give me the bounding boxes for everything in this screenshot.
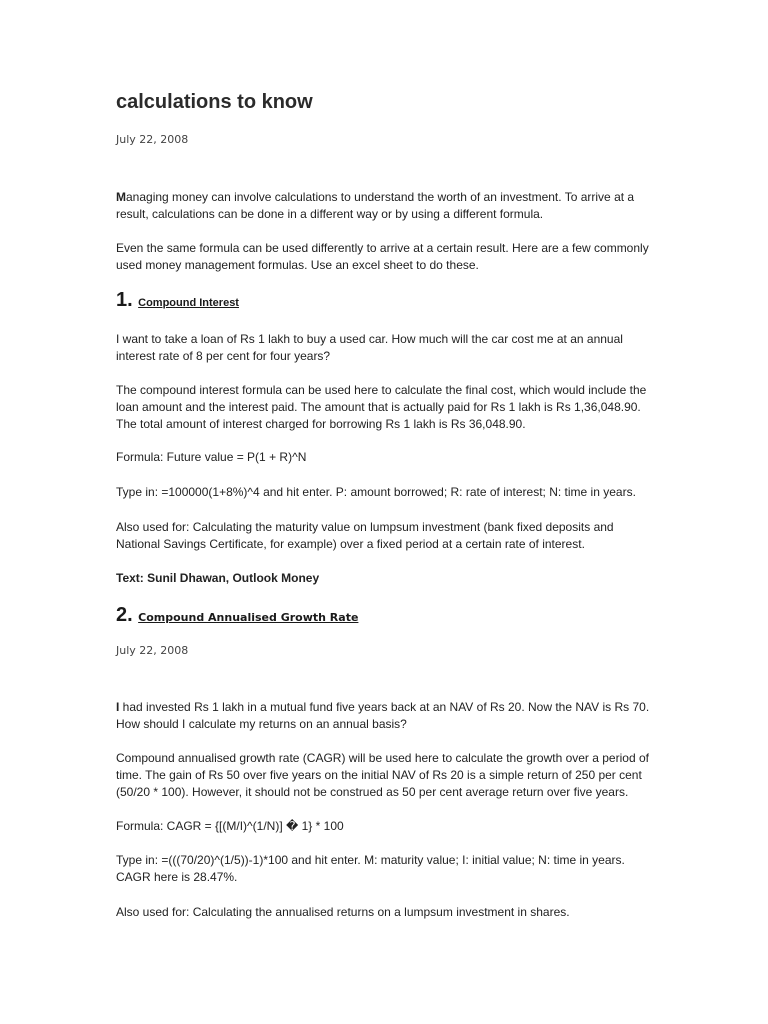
section-2-heading-link[interactable]: Compound Annualised Growth Rate <box>138 611 359 624</box>
section-2-date: July 22, 2008 <box>116 644 189 657</box>
drop-cap: I <box>116 700 120 714</box>
section-2-formula: Formula: CAGR = {[(M/I)^(1/N)] � 1} * 100 <box>116 819 344 833</box>
section-1-explanation: The compound interest formula can be used here to calculate the final cost, which would include the loan amount and the interest paid. The amount that is actually paid for Rs 1 lakh is Rs 1,36,048.90. The total amount of interest charged for borrowing Rs 1 lakh is Rs 36,048.90. <box>116 383 647 431</box>
section-1-heading-link[interactable]: Compound Interest <box>138 297 239 309</box>
section-2-heading <box>116 604 358 627</box>
section-2-number: 2. <box>116 604 133 626</box>
section-2-explanation: Compound annualised growth rate (CAGR) will be used here to calculate the growth over a period of time. The gain of Rs 50 over five years on the initial NAV of Rs 20 is a simple return of 250 per cent (50/20 * 100). However, it should not be construed as 50 per cent average return over five years. <box>116 751 649 799</box>
section-2-also-used: Also used for: Calculating the annualised returns on a lumpsum investment in shares. <box>116 905 570 919</box>
section-1-number: 1. <box>116 289 133 311</box>
section-1-question: I want to take a loan of Rs 1 lakh to buy a used car. How much will the car cost me at an annual interest rate of 8 per cent for four years? <box>116 332 623 363</box>
section-1-type-in: Type in: =100000(1+8%)^4 and hit enter. P: amount borrowed; R: rate of interest; N: time in years. <box>116 485 636 499</box>
section-1-also-used: Also used for: Calculating the maturity value on lumpsum investment (bank fixed deposits and National Savings Certificate, for example) over a fixed period at a certain rate of interest. <box>116 520 614 551</box>
article-date: July 22, 2008 <box>116 133 189 146</box>
section-1-heading <box>116 289 239 312</box>
section-1-credit: Text: Sunil Dhawan, Outlook Money <box>116 571 320 585</box>
section-2-question-text: had invested Rs 1 lakh in a mutual fund five years back at an NAV of Rs 20. Now the NAV is Rs 70. How should I calculate my returns on an annual basis? <box>116 700 650 731</box>
drop-cap: M <box>116 190 126 204</box>
section-2-question <box>116 699 656 733</box>
intro-paragraph-2: Even the same formula can be used differently to arrive at a certain result. Here are a few commonly used money management formulas. Use an excel sheet to do these. <box>116 241 649 272</box>
intro-paragraph-1 <box>116 189 656 223</box>
article-title: calculations to know <box>116 91 313 113</box>
section-2-type-in: Type in: =(((70/20)^(1/5))-1)*100 and hit enter. M: maturity value; I: initial value; N: time in years. CAGR here is 28.47%. <box>116 853 625 884</box>
intro-paragraph-1-text: anaging money can involve calculations to understand the worth of an investment. To arrive at a result, calculations can be done in a different way or by using a different formula. <box>116 190 635 221</box>
section-1-formula: Formula: Future value = P(1 + R)^N <box>116 450 307 464</box>
